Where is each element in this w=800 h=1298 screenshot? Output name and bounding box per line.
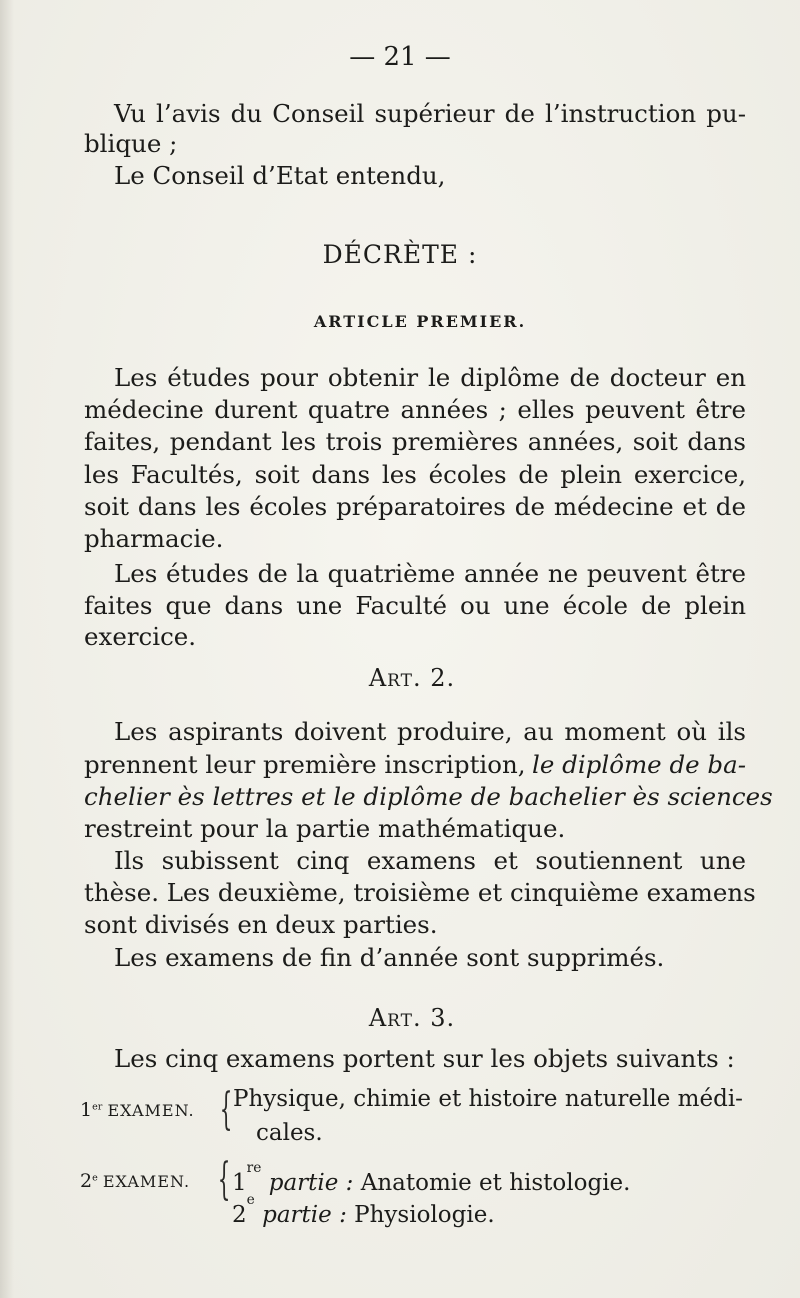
decree-title: DÉCRÈTE : (322, 240, 478, 269)
exam1-brace: { (219, 1084, 233, 1135)
exam2-number: 2 (80, 1170, 93, 1192)
exam2-label (80, 1170, 190, 1192)
article1-line-6: pharmacie. (84, 524, 224, 553)
page-number: — 21 — (349, 42, 451, 72)
article1-line-9: exercice. (84, 622, 197, 651)
article2-line-6: thèse. Les deuxième, troisième et cinquième examens (84, 878, 756, 907)
preamble-line-2: blique ; (84, 129, 178, 158)
exam2-brace: { (217, 1154, 231, 1205)
article1-line-8: faites que dans une Faculté ou une école de plein (84, 591, 746, 620)
exam1-line-1: Physique, chimie et histoire naturelle médi- (233, 1086, 743, 1112)
article2-line-3: chelier ès lettres et le diplôme de bachelier ès sciences (84, 782, 773, 811)
article2-line-2 (84, 749, 746, 781)
article3-intro: Les cinq examens portent sur les objets suivants : (114, 1044, 735, 1073)
exam2-part1-suffix: re (246, 1160, 262, 1176)
article2-line-5: Ils subissent cinq examens et soutiennent une (114, 846, 746, 875)
exam2-suffix: e (92, 1172, 98, 1184)
exam2-label-text: EXAMEN. (102, 1172, 191, 1191)
page-edge-shadow (0, 0, 14, 1298)
article2-line-4: restreint pour la partie mathématique. (84, 814, 566, 843)
preamble-line-1: Vu l’avis du Conseil supérieur de l’instruction pu- (114, 99, 746, 128)
article1-line-3: faites, pendant les trois premières années, soit dans (84, 427, 746, 456)
exam1-label (80, 1099, 195, 1121)
article1-line-2: médecine durent quatre années ; elles peuvent être (84, 395, 746, 424)
exam1-line-2: cales. (256, 1120, 323, 1146)
article2-heading: Art. 2. (368, 664, 456, 692)
exam2-part1-text: Anatomie et histologie. (360, 1170, 631, 1196)
exam1-label-text: EXAMEN. (107, 1101, 195, 1120)
exam2-part2 (232, 1185, 495, 1230)
article2-line-7: sont divisés en deux parties. (84, 910, 438, 939)
article1-line-5: soit dans les écoles préparatoires de médecine et de (84, 492, 746, 521)
exam2-part2-num: 2 (232, 1202, 247, 1228)
article2-line-8: Les examens de fin d’année sont supprimés. (114, 943, 665, 972)
preamble-line-3: Le Conseil d’Etat entendu, (114, 161, 446, 190)
exam2-part2-label: partie : (262, 1202, 347, 1228)
exam1-suffix: er (92, 1101, 103, 1113)
exam2-part2-suffix: e (246, 1192, 255, 1208)
article1-line-7: Les études de la quatrième année ne peuvent être (114, 559, 746, 588)
article1-heading: ARTICLE PREMIER. (313, 312, 527, 331)
exam2-part1-num: 1 (232, 1170, 247, 1196)
article1-line-4: les Facultés, soit dans les écoles de plein exercice, (84, 460, 746, 489)
article2-line-2-italic: le diplôme de ba- (532, 750, 746, 779)
exam1-number: 1 (80, 1099, 93, 1121)
exam2-part2-text: Physiologie. (354, 1202, 495, 1228)
article3-heading: Art. 3. (368, 1004, 456, 1032)
article2-line-1: Les aspirants doivent produire, au moment où ils (114, 717, 746, 746)
article1-line-1: Les études pour obtenir le diplôme de docteur en (114, 363, 746, 392)
article2-line-2-normal: prennent leur première inscription, (84, 750, 526, 779)
exam2-part1-label: partie : (268, 1170, 354, 1196)
